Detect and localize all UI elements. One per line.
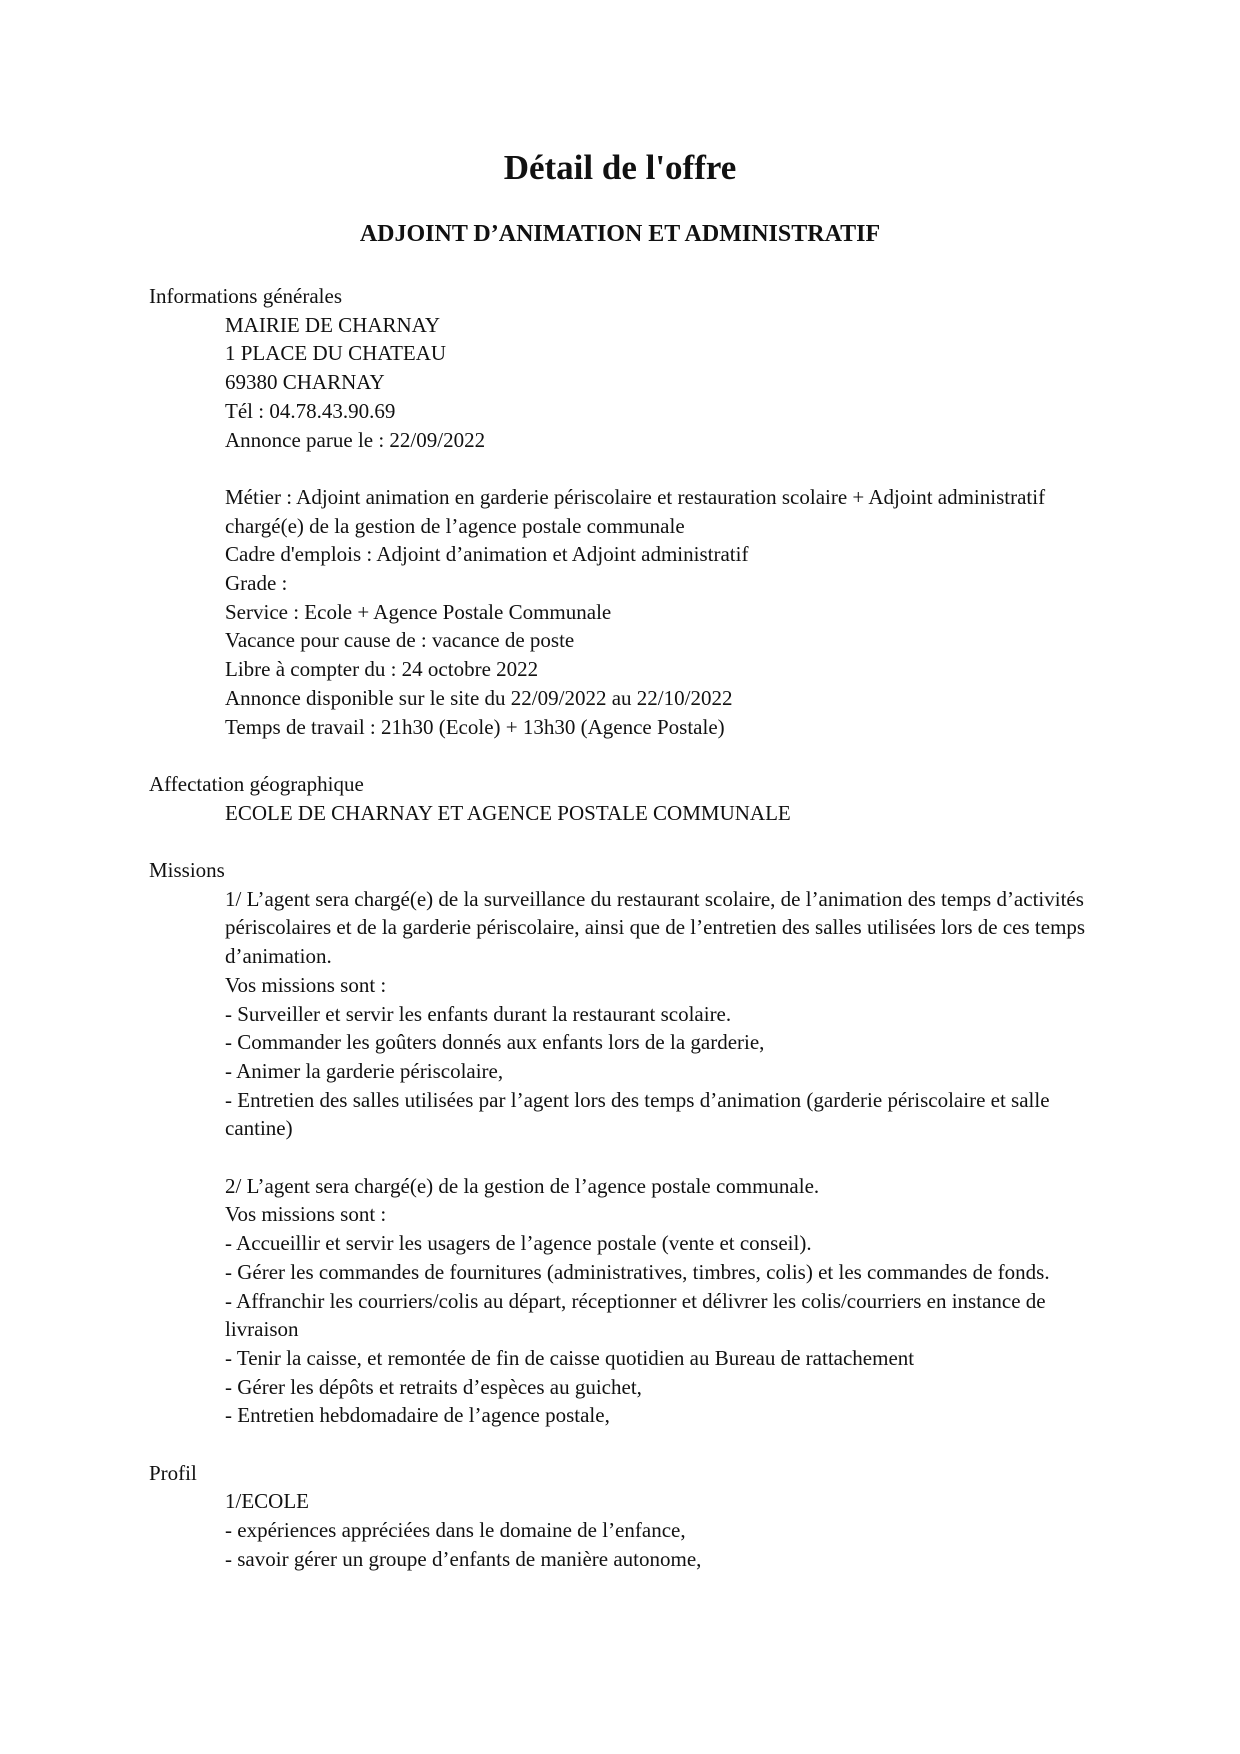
service-field: Service : Ecole + Agence Postale Communale xyxy=(225,599,612,624)
address-line-1: 1 PLACE DU CHATEAU xyxy=(225,341,447,366)
missions-part1-lead: Vos missions sont : xyxy=(225,972,387,997)
general-info-block xyxy=(225,311,1109,742)
job-title: ADJOINT D’ANIMATION ET ADMINISTRATIF xyxy=(359,221,881,247)
list-item: - Gérer les dépôts et retraits d’espèces au guichet, xyxy=(225,1374,642,1399)
profil-subheading: 1/ECOLE xyxy=(225,1489,309,1514)
section-heading-general: Informations générales xyxy=(149,284,343,308)
list-item: - expériences appréciées dans le domaine de l’enfance, xyxy=(225,1518,686,1543)
address-line-2: 69380 CHARNAY xyxy=(225,370,385,395)
libre-field: Libre à compter du : 24 octobre 2022 xyxy=(225,657,539,682)
list-item: - Surveiller et servir les enfants durant la restaurant scolaire. xyxy=(225,1001,732,1026)
list-item: - Entretien des salles utilisées par l’agent lors des temps d’animation (garderie périscolaire et salle cantine) xyxy=(225,1087,1050,1141)
section-heading-profil: Profil xyxy=(149,1460,197,1485)
cadre-field: Cadre d'emplois : Adjoint d’animation et Adjoint administratif xyxy=(225,542,749,567)
grade-field: Grade : xyxy=(225,571,288,596)
phone-number: Tél : 04.78.43.90.69 xyxy=(225,398,396,423)
list-item: - Gérer les commandes de fournitures (administratives, timbres, colis) et les commandes de fonds. xyxy=(225,1259,1050,1284)
missions-part2-lead: Vos missions sont : xyxy=(225,1202,387,1227)
temps-field: Temps de travail : 21h30 (Ecole) + 13h30 (Agence Postale) xyxy=(225,714,725,739)
metier-field: Métier : Adjoint animation en garderie périscolaire et restauration scolaire + Adjoint administratif chargé(e) de la gestion de l’agence postale communale xyxy=(225,484,1046,538)
page-title: Détail de l'offre xyxy=(503,148,737,187)
organization-name: MAIRIE DE CHARNAY xyxy=(225,312,441,337)
list-item: - Animer la garderie périscolaire, xyxy=(225,1058,504,1083)
section-heading-missions: Missions xyxy=(149,858,225,883)
list-item: - Entretien hebdomadaire de l’agence postale, xyxy=(225,1403,610,1428)
missions-block xyxy=(225,885,1109,1430)
missions-part2-intro: 2/ L’agent sera chargé(e) de la gestion de l’agence postale communale. xyxy=(225,1173,820,1198)
section-heading-affectation: Affectation géographique xyxy=(149,771,364,796)
publication-date: Annonce parue le : 22/09/2022 xyxy=(225,427,486,452)
affectation-value: ECOLE DE CHARNAY ET AGENCE POSTALE COMMUNALE xyxy=(225,800,791,825)
missions-part1-intro: 1/ L’agent sera chargé(e) de la surveillance du restaurant scolaire, de l’animation des temps d’activités périscolaires et de la garderie périscolaire, ainsi que de l’entretien des salles utilisées lors de ces temps d’animation. xyxy=(225,886,1086,969)
disponible-field: Annonce disponible sur le site du 22/09/2022 au 22/10/2022 xyxy=(225,685,733,710)
affectation-block xyxy=(225,799,1109,828)
list-item: - Accueillir et servir les usagers de l’agence postale (vente et conseil). xyxy=(225,1231,812,1256)
profil-block xyxy=(225,1487,1109,1573)
list-item: - Tenir la caisse, et remontée de fin de caisse quotidien au Bureau de rattachement xyxy=(225,1345,915,1370)
vacance-field: Vacance pour cause de : vacance de poste xyxy=(225,628,575,653)
list-item: - Commander les goûters donnés aux enfants lors de la garderie, xyxy=(225,1030,765,1055)
document-body xyxy=(149,282,1109,1574)
list-item: - Affranchir les courriers/colis au départ, réceptionner et délivrer les colis/courriers en instance de livraison xyxy=(225,1288,1046,1342)
list-item: - savoir gérer un groupe d’enfants de manière autonome, xyxy=(225,1546,702,1571)
